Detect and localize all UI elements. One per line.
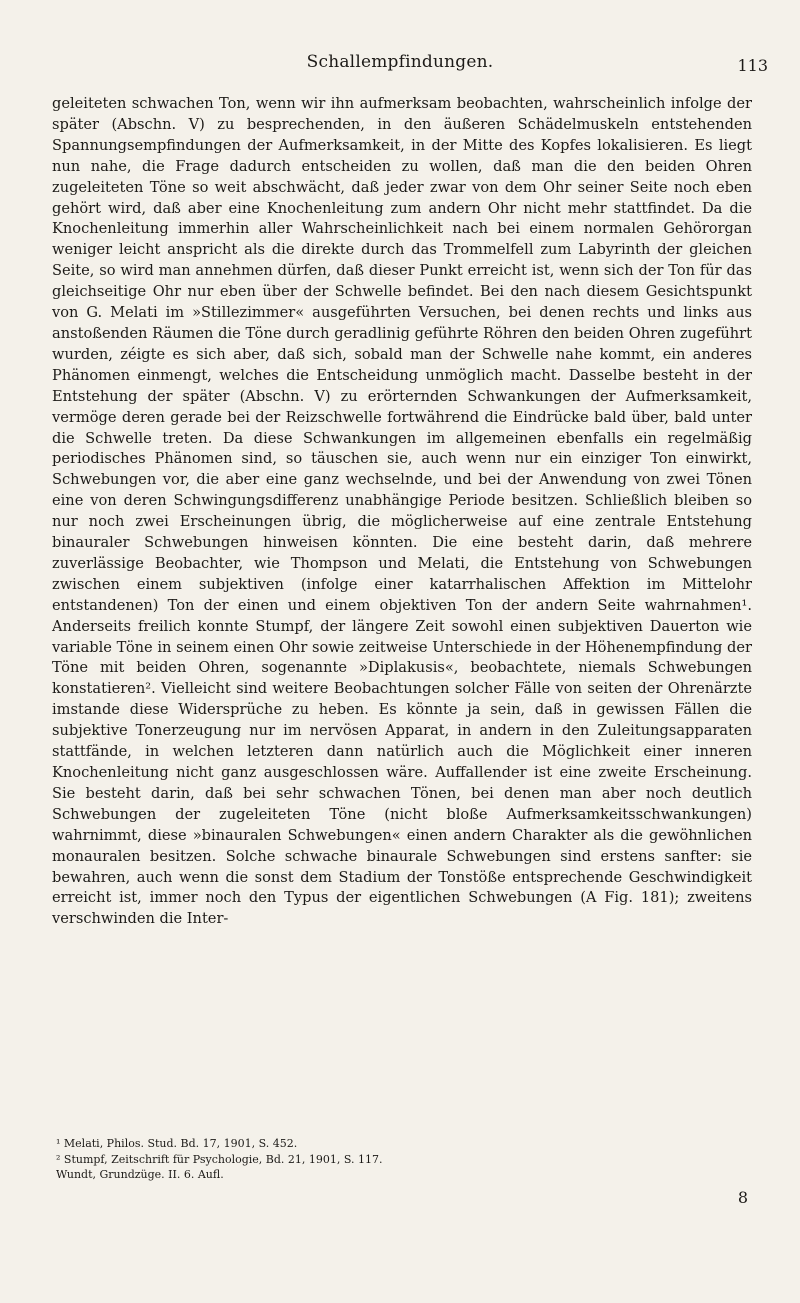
body-text <box>52 94 752 930</box>
footnote-1: ¹ Melati, Philos. Stud. Bd. 17, 1901, S. 452. <box>56 1137 298 1150</box>
signature-mark: 8 <box>737 1188 748 1207</box>
footnotes <box>56 1136 752 1183</box>
page-number: 113 <box>737 56 768 75</box>
footer-source-line: Wundt, Grundzüge. II. 6. Aufl. <box>56 1168 224 1181</box>
footnote-2: ² Stumpf, Zeitschrift für Psychologie, Bd. 21, 1901, S. 117. <box>56 1152 383 1166</box>
body-paragraph: geleiteten schwachen Ton, wenn wir ihn aufmerksam beobachten, wahrscheinlich infolge der später (Abschn. V) zu besprechenden, in den äußeren Schädelmuskeln entstehenden Spannungsempfindungen der Aufmerksamkeit, in der Mitte des Kopfes lokalisieren. Es liegt nun nahe, die Frage dadurch entscheiden zu wollen, daß man die den beiden Ohren zugeleiteten Töne so weit abschwächt, daß jeder zwar von dem Ohr seiner Seite noch eben gehört wird, daß aber eine Knochenleitung zum andern Ohr nicht mehr stattfindet. Da die Knochenleitung immerhin aller Wahrscheinlichkeit nach bei einem normalen Gehörorgan weniger leicht anspricht als die direkte durch das Trommelfell zum Labyrinth der gleichen Seite, so wird man annehmen dürfen, daß dieser Punkt erreicht ist, wenn sich der Ton für das gleichseitige Ohr nur eben über der Schwelle befindet. Bei den nach diesem Gesichtspunkt von G. Melati im »Stillezimmer« ausgeführten Versuchen, bei denen rechts und links aus anstoßenden Räumen die Töne durch geradlinig geführte Röhren den beiden Ohren zugeführt wurden, zéigte es sich aber, daß sich, sobald man der Schwelle nahe kommt, ein anderes Phänomen einmengt, welches die Entscheidung unmöglich macht. Dasselbe besteht in der Entstehung der später (Abschn. V) zu erörternden Schwankungen der Aufmerksamkeit, vermöge deren gerade bei der Reizschwelle fortwährend die Eindrücke bald über, bald unter die Schwelle treten. Da diese Schwankungen im allgemeinen ebenfalls ein regelmäßig periodisches Phänomen sind, so täuschen sie, auch wenn nur ein einziger Ton einwirkt, Schwebungen vor, die aber eine ganz wechselnde, und bei der Anwendung von zwei Tönen eine von deren Schwingungsdifferenz unabhängige Periode besitzen. Schließlich bleiben so nur noch zwei Erscheinungen übrig, die möglicherweise auf eine zentrale Entstehung binauraler Schwebungen hinweisen könnten. Die eine besteht darin, daß mehrere zuverlässige Beobachter, wie Thompson und Melati, die Entstehung von Schwebungen zwischen einem subjektiven (infolge einer katarrhalischen Affektion im Mittelohr entstandenen) Ton der einen und einem objektiven Ton der andern Seite wahrnahmen¹. Anderseits freilich konnte Stumpf, der längere Zeit sowohl einen subjektiven Dauerton wie variable Töne in seinem einen Ohr sowie zeitweise Unterschiede in der Höhenempfindung der Töne mit beiden Ohren, sogenannte »Diplakusis«, beobachtete, niemals Schwebungen konstatieren². Vielleicht sind weitere Beobachtungen solcher Fälle von seiten der Ohrenärzte imstande diese Widersprüche zu heben. Es könnte ja sein, daß in gewissen Fällen die subjektive Tonerzeugung nur im nervösen Apparat, in andern in den Zuleitungsapparaten stattfände, in welchen letzteren dann natürlich auch die Möglichkeit einer inneren Knochenleitung nicht ganz ausgeschlossen wäre. Auffallender ist eine zweite Erscheinung. Sie besteht darin, daß bei sehr schwachen Tönen, bei denen man aber noch deutlich Schwebungen der zugeleiteten Töne (nicht bloße Aufmerksamkeitsschwankungen) wahrnimmt, diese »binauralen Schwebungen« einen andern Charakter als die gewöhnlichen monauralen besitzen. Solche schwache binaurale Schwebungen sind erstens sanfter: sie bewahren, auch wenn die sonst dem Stadium der Tonstöße entsprechende Geschwindigkeit erreicht ist, immer noch den Typus der eigentlichen Schwebungen (A Fig. 181); zweitens verschwinden die Inter- <box>52 95 752 928</box>
running-title: Schallempfindungen. <box>306 52 494 72</box>
